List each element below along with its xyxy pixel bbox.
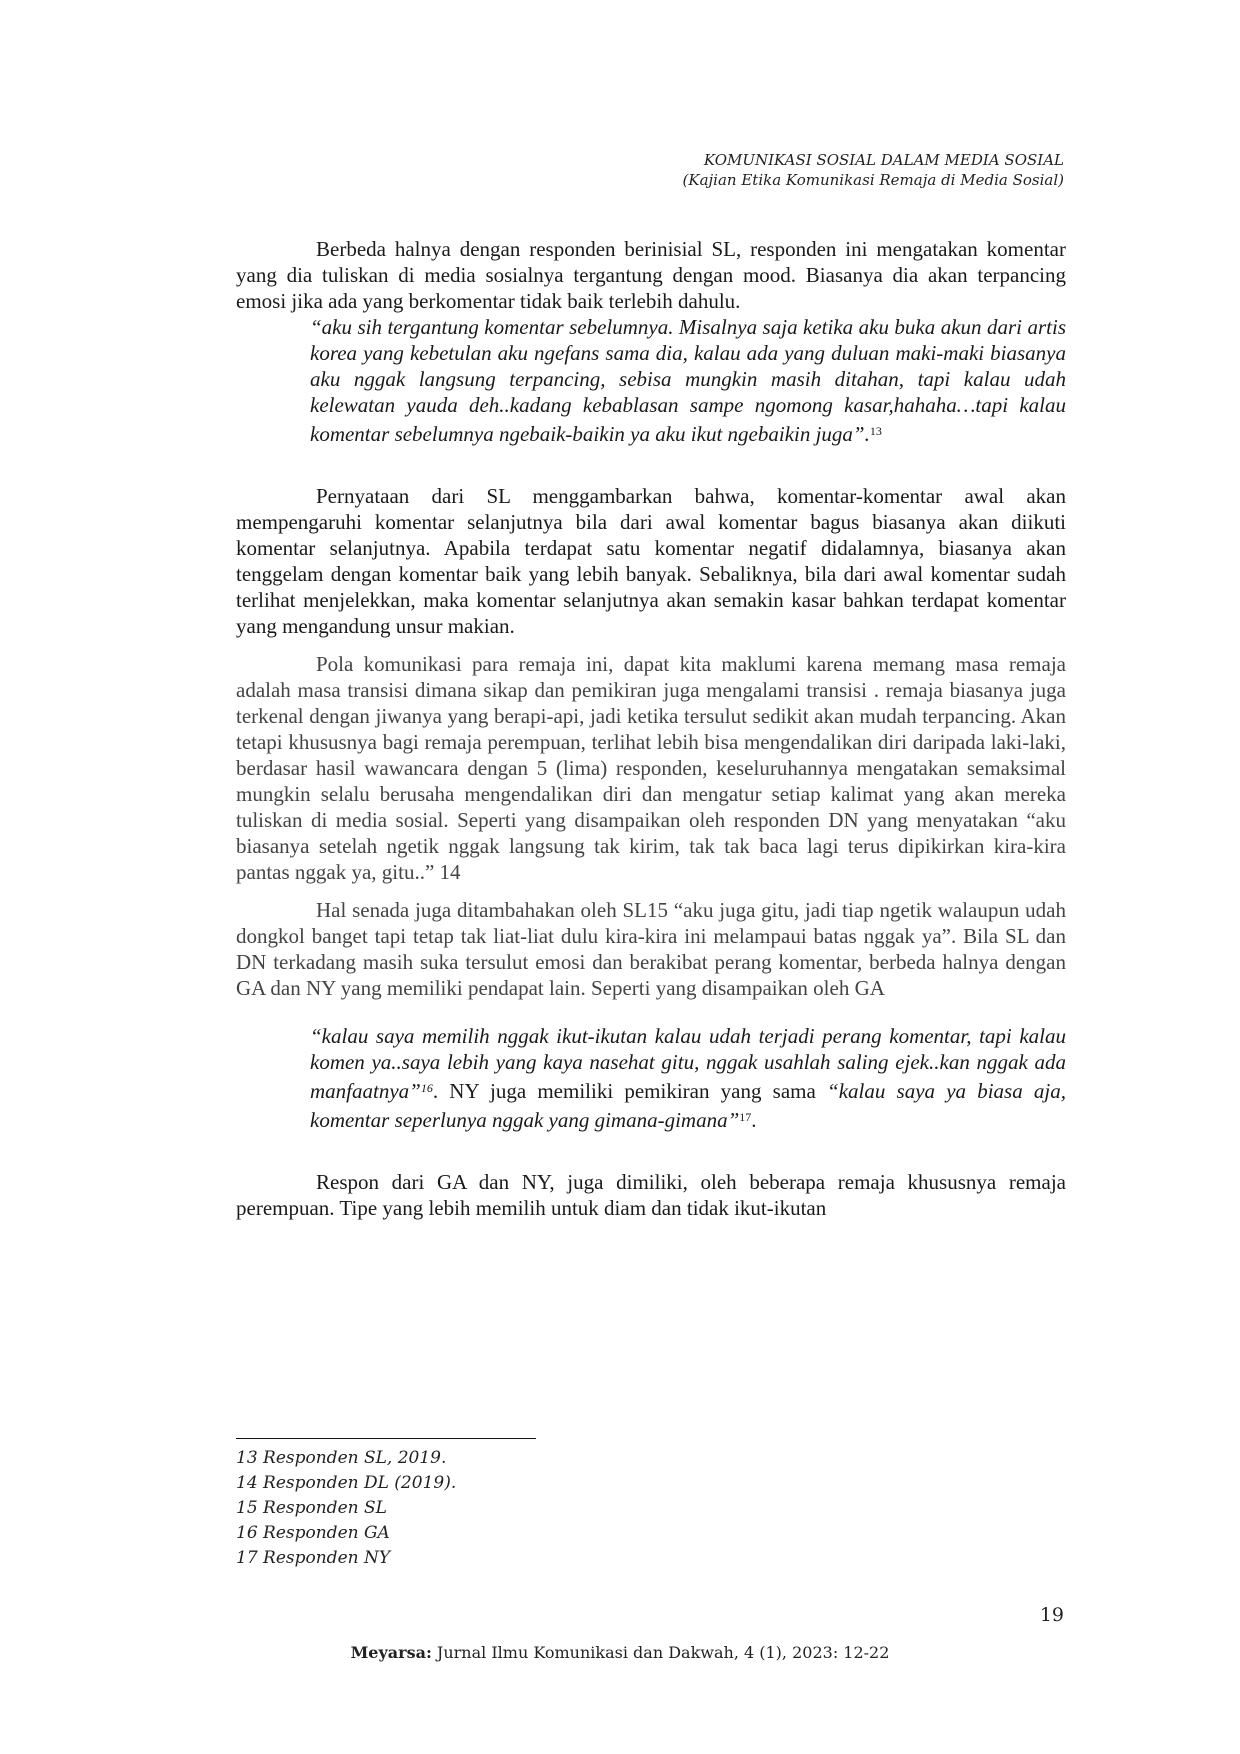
footnote-13: 13 Responden SL, 2019.: [236, 1448, 447, 1468]
paragraph-2: Pernyataan dari SL menggambarkan bahwa, komentar-komentar awal akan mempengaruhi komentar selanjutnya bila dari awal komentar bagus biasanya akan diikuti komentar selanjutnya. Apabila terdapat satu komentar negatif didalamnya, biasanya akan tenggelam dengan komentar baik yang lebih banyak. Sebaliknya, bila dari awal komentar sudah terlihat menjelekkan, maka komentar selanjutnya akan semakin kasar bahkan terdapat komentar yang mengandung unsur makian.: [236, 484, 1066, 638]
paragraph-1: Berbeda halnya dengan responden berinisial SL, responden ini mengatakan komentar yang dia tuliskan di media sosialnya tergantung dengan mood. Biasanya dia akan terpancing emosi jika ada yang berkomentar tidak baik terlebih dahulu.: [236, 237, 1066, 313]
paragraph-5: Respon dari GA dan NY, juga dimiliki, oleh beberapa remaja khususnya remaja perempuan. Tipe yang lebih memilih untuk diam dan tidak ikut-ikutan: [236, 1170, 1066, 1220]
paragraph-3: Pola komunikasi para remaja ini, dapat kita maklumi karena memang masa remaja adalah masa transisi dimana sikap dan pemikiran juga mengalami transisi . remaja biasanya juga terkenal dengan jiwanya yang berapi-api, jadi ketika tersulut sedikit akan mudah terpancing. Akan tetapi khususnya bagi remaja perempuan, terlihat lebih bisa mengendalikan diri daripada laki-laki, berdasar hasil wawancara dengan 5 (lima) responden, keseluruhannya mengatakan semaksimal mungkin selalu berusaha mengendalikan diri dan mengatur setiap kalimat yang akan mereka tuliskan di media sosial. Seperti yang disampaikan oleh responden DN yang menyatakan “aku biasanya setelah ngetik nggak langsung tak kirim, tak tak baca lagi terus dipikirkan kira-kira pantas nggak ya, gitu..” 14: [236, 652, 1066, 884]
article-body: [236, 236, 1066, 1221]
footnote-17: 17 Responden NY: [236, 1548, 391, 1568]
footnote-ref-17[interactable]: 17: [739, 1110, 752, 1124]
footnote-separator: [236, 1438, 536, 1439]
block-quote-ny-text: “kalau saya ya biasa aja, komentar seperlunya nggak yang gimana-gimana”: [310, 1079, 1066, 1132]
journal-name: Meyarsa:: [350, 1643, 432, 1662]
block-quote-ga-text: “kalau saya memilih nggak ikut-ikutan kalau udah terjadi perang komentar, tapi kalau komen ya..saya lebih yang kaya nasehat gitu, nggak usahlah saling ejek..kan nggak ada manfaatnya”: [310, 1024, 1066, 1103]
footnote-14: 14 Responden DL (2019).: [236, 1473, 457, 1493]
journal-footer: [0, 1643, 1240, 1662]
block-quote-ny-intro: . NY juga memiliki pemikiran yang sama: [432, 1079, 816, 1103]
footnotes: [236, 1446, 456, 1571]
footnote-ref-13[interactable]: 13: [869, 424, 882, 438]
running-header: [683, 150, 1064, 190]
running-header-title: KOMUNIKASI SOSIAL DALAM MEDIA SOSIAL: [703, 151, 1064, 169]
page-number: 19: [1039, 1604, 1064, 1626]
block-quote-sl: [310, 314, 1066, 447]
block-quote-ga-ny: [310, 1023, 1066, 1133]
running-header-subtitle: (Kajian Etika Komunikasi Remaja di Media Sosial): [682, 171, 1064, 189]
block-quote-end: .: [751, 1108, 757, 1132]
block-quote-sl-text: “aku sih tergantung komentar sebelumnya. Misalnya saja ketika aku buka akun dari artis korea yang kebetulan aku ngefans sama dia, kalau ada yang duluan maki-maki biasanya aku nggak langsung terpancing, sebisa mungkin masih ditahan, tapi kalau udah kelewatan yauda deh..kadang kebablasan sampe ngomong kasar,hahaha…tapi kalau komentar sebelumnya ngebaik-baikin ya aku ikut ngebaikin juga”.: [310, 315, 1066, 446]
footnote-ref-16[interactable]: 16: [420, 1081, 433, 1095]
footnote-15: 15 Responden SL: [236, 1498, 387, 1518]
journal-citation: Jurnal Ilmu Komunikasi dan Dakwah, 4 (1), 2023: 12-22: [431, 1643, 890, 1662]
footnote-16: 16 Responden GA: [236, 1523, 390, 1543]
paragraph-4: Hal senada juga ditambahakan oleh SL15 “aku juga gitu, jadi tiap ngetik walaupun udah dongkol banget tapi tetap tak liat-liat dulu kira-kira ini melampaui batas nggak ya”. Bila SL dan DN terkadang masih suka tersulut emosi dan berakibat perang komentar, berbeda halnya dengan GA dan NY yang memiliki pendapat lain. Seperti yang disampaikan oleh GA: [236, 898, 1066, 1000]
